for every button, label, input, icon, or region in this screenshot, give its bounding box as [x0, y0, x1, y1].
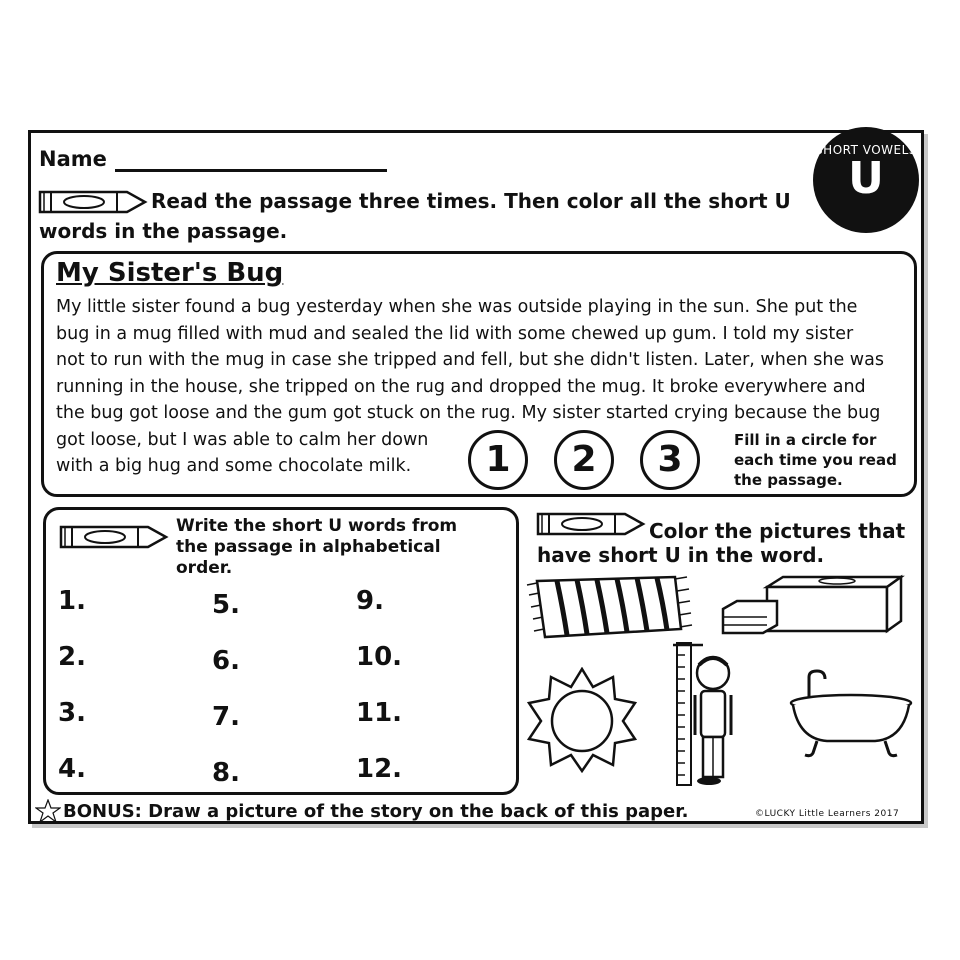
words-instruction-line: order. — [176, 558, 233, 578]
name-label: Name — [39, 147, 107, 171]
short-u-words-box — [43, 507, 519, 795]
circle-instruction — [734, 430, 897, 490]
crayon-icon — [535, 509, 647, 539]
answer-number: 3. — [58, 698, 86, 728]
badge-title: SHORT VOWELS — [815, 143, 917, 157]
name-line[interactable] — [115, 169, 387, 172]
answer-number: 2. — [58, 642, 86, 672]
box-picture[interactable] — [717, 573, 913, 637]
answer-number: 8. — [212, 758, 240, 788]
crayon-icon — [37, 187, 149, 217]
words-instruction-line: Write the short U words from — [176, 516, 458, 536]
pictures-instruction-line: have short U in the word. — [537, 543, 825, 567]
sun-picture[interactable] — [527, 667, 637, 773]
passage-line: with a big hug and some chocolate milk. — [56, 456, 412, 476]
badge-letter: U — [848, 153, 884, 204]
answer-number: 9. — [356, 586, 384, 616]
read-circle-1[interactable]: 1 — [468, 430, 528, 490]
words-instruction-line: the passage in alphabetical — [176, 537, 441, 557]
passage-line: My little sister found a bug yesterday when she was outside playing in the sun. She put the — [56, 297, 858, 317]
answer-number: 7. — [212, 702, 240, 732]
passage-instruction: Read the passage three times. Then color all the short U — [151, 189, 791, 213]
circle-instruction-line: the passage. — [734, 471, 843, 489]
passage-line: running in the house, she tripped on the rug and dropped the mug. It broke everywhere and — [56, 376, 866, 397]
pictures-instruction-line: Color the pictures that — [649, 519, 906, 543]
bonus-text: BONUS: Draw a picture of the story on the back of this paper. — [63, 801, 689, 822]
copyright: ©LUCKY Little Learners 2017 — [755, 809, 900, 819]
short-vowels-badge — [813, 127, 919, 233]
circle-instruction-line: Fill in a circle for — [734, 431, 877, 449]
star-icon — [35, 799, 61, 823]
answer-number: 12. — [356, 754, 403, 784]
passage-line: got loose, but I was able to calm her down — [56, 429, 429, 450]
passage-instruction-line2: words in the passage. — [39, 219, 288, 243]
passage-box — [41, 251, 917, 497]
passage-line: not to run with the mug in case she tripped and fell, but she didn't listen. Later, when she was — [56, 350, 884, 370]
height-chart-picture[interactable] — [673, 639, 743, 787]
passage-line: bug in a mug filled with mud and sealed the lid with some chewed up gum. I told my sister — [56, 323, 854, 344]
answer-number: 6. — [212, 646, 240, 676]
words-instruction — [176, 516, 457, 579]
answer-number: 5. — [212, 590, 240, 620]
rug-picture[interactable] — [523, 573, 695, 643]
answer-number: 10. — [356, 642, 403, 672]
answer-number: 4. — [58, 754, 86, 784]
circle-instruction-line: each time you read — [734, 451, 897, 469]
read-circle-2[interactable]: 2 — [554, 430, 614, 490]
passage-title: My Sister's Bug — [56, 258, 284, 288]
read-circle-3[interactable]: 3 — [640, 430, 700, 490]
passage-line: the bug got loose and the gum got stuck on the rug. My sister started crying because the bug — [56, 403, 881, 423]
answer-number: 1. — [58, 586, 86, 616]
worksheet — [28, 130, 924, 824]
crayon-icon — [58, 522, 170, 552]
tub-picture[interactable] — [787, 669, 915, 759]
answer-number: 11. — [356, 698, 403, 728]
